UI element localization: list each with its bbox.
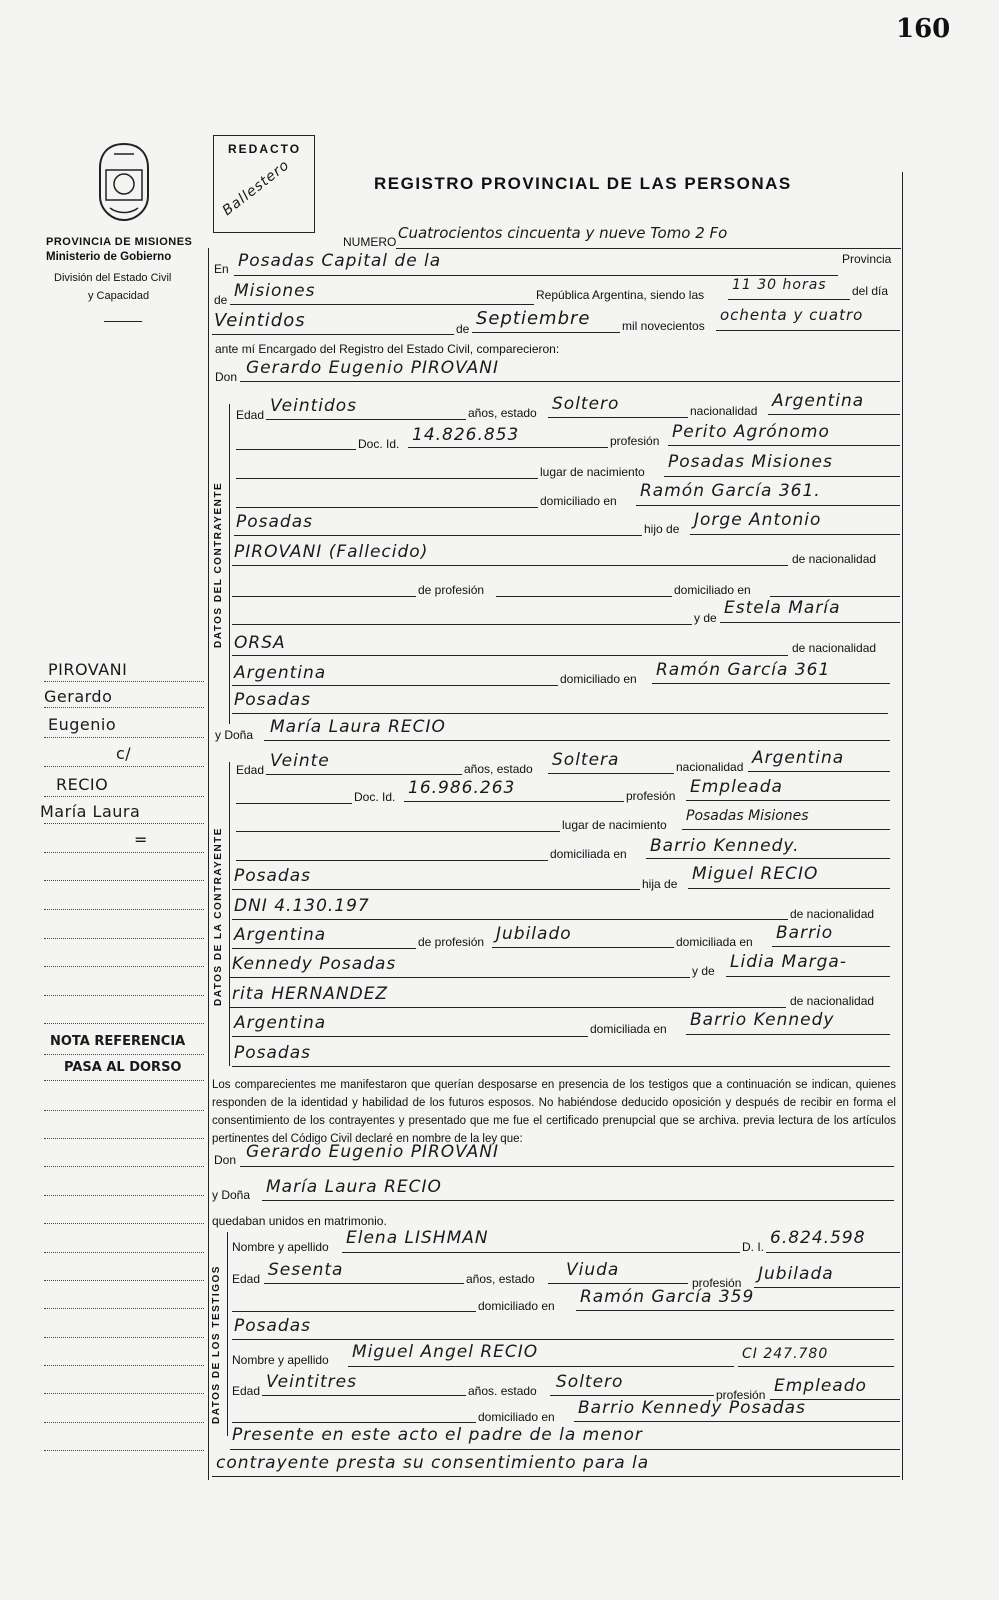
witness-section-line	[227, 1232, 228, 1436]
margin-name-5: RECIO	[56, 775, 109, 794]
bride-father-dom2: Kennedy Posadas	[232, 954, 397, 974]
bride-father-prof: Jubilado	[496, 924, 572, 944]
bride-dom2: Posadas	[234, 866, 311, 886]
bride-dom: Barrio Kennedy.	[650, 836, 800, 856]
groom-age: Veintidos	[270, 396, 358, 416]
w1-age: Sesenta	[268, 1260, 344, 1280]
decl-don: Gerardo Eugenio PIROVANI	[246, 1142, 499, 1162]
w1-dom2: Posadas	[234, 1316, 311, 1336]
bride-father: Miguel RECIO	[692, 864, 819, 884]
bride-mother-nat-label: de nacionalidad	[790, 994, 875, 1008]
de-value: Misiones	[234, 281, 316, 301]
margin-name-3: Eugenio	[48, 715, 117, 734]
bride-prof-label: profesión	[626, 789, 676, 803]
bride-mother-dom2: Posadas	[234, 1043, 311, 1063]
groom-mother: Estela María	[724, 598, 841, 618]
margin-name-4: c/	[116, 744, 132, 763]
groom-mother-dom: Ramón García 361	[656, 660, 831, 680]
bride-mother-nat: Argentina	[234, 1013, 327, 1033]
groom-name: Gerardo Eugenio PIROVANI	[246, 358, 499, 378]
bride-prof: Empleada	[690, 777, 783, 797]
groom-mother-dom2: Posadas	[234, 690, 311, 710]
del-dia-label: del día	[852, 284, 889, 298]
nota-referencia-box	[44, 1030, 204, 1086]
mes-value: Septiembre	[476, 308, 591, 329]
y-de-label: y de	[694, 611, 717, 625]
decl-dona: María Laura RECIO	[266, 1177, 442, 1197]
declaration-paragraph: Los comparecientes me manifestaron que querían desposarse en presencia de los testigos que a continuación se indican, quienes responden de la identidad y habilidad de los futuros esposos. No habiéndose deducido oposición y después de recibir en forma el consentimiento de los contrayentes y presentado que me fue el certificado prenupcial que se archiva. previa lectura de los artículos pertinentes del Código Civil declaré en nombre de la ley que:	[212, 1079, 896, 1145]
bride-father-nat-label: de nacionalidad	[790, 907, 875, 921]
provincia-label: Provincia	[842, 252, 892, 266]
father-nat-label: de nacionalidad	[792, 552, 877, 566]
groom-dom: Ramón García 361.	[640, 481, 821, 501]
ministry-name: Ministerio de Gobierno	[46, 251, 172, 263]
w2-dom: Barrio Kennedy Posadas	[578, 1398, 806, 1418]
republica-label: República Argentina, siendo las	[536, 288, 705, 302]
w2-prof: Empleado	[774, 1376, 867, 1396]
w1-di-label: D. I.	[742, 1240, 765, 1254]
bride-birth-label: lugar de nacimiento	[562, 818, 667, 832]
w1-dom: Ramón García 359	[580, 1287, 755, 1307]
bride-doc-label: Doc. Id.	[354, 790, 396, 804]
groom-estado-label: años, estado	[468, 406, 537, 420]
left-frame-line	[208, 248, 209, 1480]
groom-father: Jorge Antonio	[694, 510, 822, 530]
redacto-stamp	[213, 135, 315, 233]
side-label-bride: DATOS DE LA CONTRAYENTE	[213, 827, 224, 1006]
margin-name-1: PIROVANI	[48, 660, 128, 679]
hija-de-label: hija de	[642, 877, 678, 891]
document-title: REGISTRO PROVINCIAL DE LAS PERSONAS	[374, 174, 792, 193]
mother-nat-label: de nacionalidad	[792, 641, 877, 655]
y-dona-label: y Doña	[215, 728, 254, 742]
division-name: División del Estado Civil	[54, 272, 172, 284]
bride-mother2: rita HERNANDEZ	[232, 984, 389, 1004]
ante-mi-text: ante mí Encargado del Registro del Estado Civil, comparecieron:	[215, 342, 560, 356]
groom-state: Soltero	[552, 394, 620, 414]
w2-age: Veintitres	[266, 1372, 357, 1392]
bride-nac-label: nacionalidad	[676, 760, 744, 774]
bride-father-prof-label: de profesión	[418, 935, 485, 949]
bride-father-dom: Barrio	[776, 923, 834, 943]
bride-birth: Posadas Misiones	[686, 808, 809, 824]
horas-value: 11 30 horas	[732, 277, 827, 293]
w1-dom-label: domiciliado en	[478, 1299, 555, 1313]
groom-section-line	[229, 404, 230, 724]
groom-birth-label: lugar de nacimiento	[540, 465, 645, 479]
bride-father-doc: DNI 4.130.197	[234, 896, 370, 916]
mother-dom-label: domiciliado en	[560, 672, 637, 686]
en-value: Posadas Capital de la	[238, 251, 442, 271]
w1-prof: Jubilada	[758, 1264, 834, 1284]
bride-section-line	[229, 762, 230, 1066]
w2-estado-label: años. estado	[468, 1384, 537, 1398]
bride-mother-dom-label: domiciliada en	[590, 1022, 667, 1036]
bride-mother-dom: Barrio Kennedy	[690, 1010, 835, 1030]
nota-referencia: NOTA REFERENCIA	[50, 1034, 186, 1049]
w2-name-label: Nombre y apellido	[232, 1353, 329, 1367]
w1-name: Elena LISHMAN	[346, 1228, 489, 1248]
bride-edad-label: Edad	[236, 763, 265, 777]
bride-name: María Laura RECIO	[270, 717, 446, 737]
bride-mother: Lidia Marga-	[730, 952, 847, 972]
groom-birth: Posadas Misiones	[668, 452, 833, 472]
de-mes-label: de	[456, 322, 470, 336]
note-line-1: Presente en este acto el padre de la menor	[232, 1425, 643, 1445]
w2-di: CI 247.780	[742, 1346, 829, 1362]
stamp-label: REDACTO	[228, 142, 302, 156]
w1-name-label: Nombre y apellido	[232, 1240, 329, 1254]
w2-state: Soltero	[556, 1372, 624, 1392]
numero-label: NUMERO	[343, 235, 397, 249]
w2-dom-label: domiciliado en	[478, 1410, 555, 1424]
don-label: Don	[215, 370, 238, 384]
bride-estado-label: años, estado	[464, 762, 533, 776]
short-divider	[104, 321, 142, 322]
groom-mother-nat: Argentina	[234, 663, 327, 683]
mil-nov-label: mil novecientos	[622, 319, 705, 333]
groom-edad-label: Edad	[236, 408, 265, 422]
groom-doc-label: Doc. Id.	[358, 437, 400, 451]
stamp-signature: Ballestero	[219, 156, 293, 220]
side-label-groom: DATOS DEL CONTRAYENTE	[213, 481, 224, 648]
bride-dom-label: domiciliada en	[550, 847, 627, 861]
groom-dom2: Posadas	[236, 512, 313, 532]
numero-value: Cuatrocientos cincuenta y nueve Tomo 2 Fo	[398, 224, 728, 242]
bride-father-dom-label: domiciliada en	[676, 935, 753, 949]
w2-prof-label: profesión	[716, 1388, 766, 1402]
groom-mother2: ORSA	[234, 633, 286, 653]
quedaban-text: quedaban unidos en matrimonio.	[212, 1214, 387, 1228]
w1-prof-label: profesión	[692, 1276, 742, 1290]
w1-estado-label: años, estado	[466, 1272, 535, 1286]
bride-y-de-label: y de	[692, 964, 715, 978]
groom-prof-label: profesión	[610, 434, 660, 448]
bride-age: Veinte	[270, 751, 330, 771]
margin-name-6: María Laura	[40, 802, 141, 821]
bride-nat: Argentina	[752, 748, 845, 768]
bride-doc: 16.986.263	[408, 778, 516, 798]
father-dom-label: domiciliado en	[674, 583, 751, 597]
page-number: 160	[896, 14, 951, 44]
w2-edad-label: Edad	[232, 1384, 261, 1398]
province-crest	[94, 140, 154, 224]
hijo-de-label: hijo de	[644, 522, 680, 536]
right-frame-line	[902, 172, 903, 1480]
note-line-2: contrayente presta su consentimiento para la	[216, 1453, 650, 1473]
dia-value: Veintidos	[214, 310, 306, 331]
w1-state: Viuda	[566, 1260, 620, 1280]
division-name-2: y Capacidad	[88, 290, 150, 302]
groom-dom-label: domiciliado en	[540, 494, 617, 508]
pasa-al-dorso: PASA AL DORSO	[64, 1060, 182, 1075]
groom-father2: PIROVANI (Fallecido)	[234, 542, 429, 562]
bride-state: Soltera	[552, 750, 620, 770]
groom-nat: Argentina	[772, 391, 865, 411]
anio-value: ochenta y cuatro	[720, 306, 864, 324]
groom-nac-label: nacionalidad	[690, 404, 758, 418]
de-label: de	[214, 293, 228, 307]
decl-don-label: Don	[214, 1153, 237, 1167]
w1-di: 6.824.598	[770, 1228, 866, 1248]
groom-doc: 14.826.853	[412, 425, 520, 445]
groom-prof: Perito Agrónomo	[672, 422, 830, 442]
bride-father-nat: Argentina	[234, 925, 327, 945]
en-label: En	[214, 262, 229, 276]
w1-edad-label: Edad	[232, 1272, 261, 1286]
margin-name-7: =	[134, 830, 148, 849]
margin-name-2: Gerardo	[44, 687, 113, 706]
side-label-witnesses: DATOS DE LOS TESTIGOS	[211, 1265, 222, 1424]
province-name: PROVINCIA DE MISIONES	[46, 236, 193, 248]
decl-dona-label: y Doña	[212, 1188, 251, 1202]
father-prof-label: de profesión	[418, 583, 485, 597]
w2-name: Miguel Angel RECIO	[352, 1342, 539, 1362]
